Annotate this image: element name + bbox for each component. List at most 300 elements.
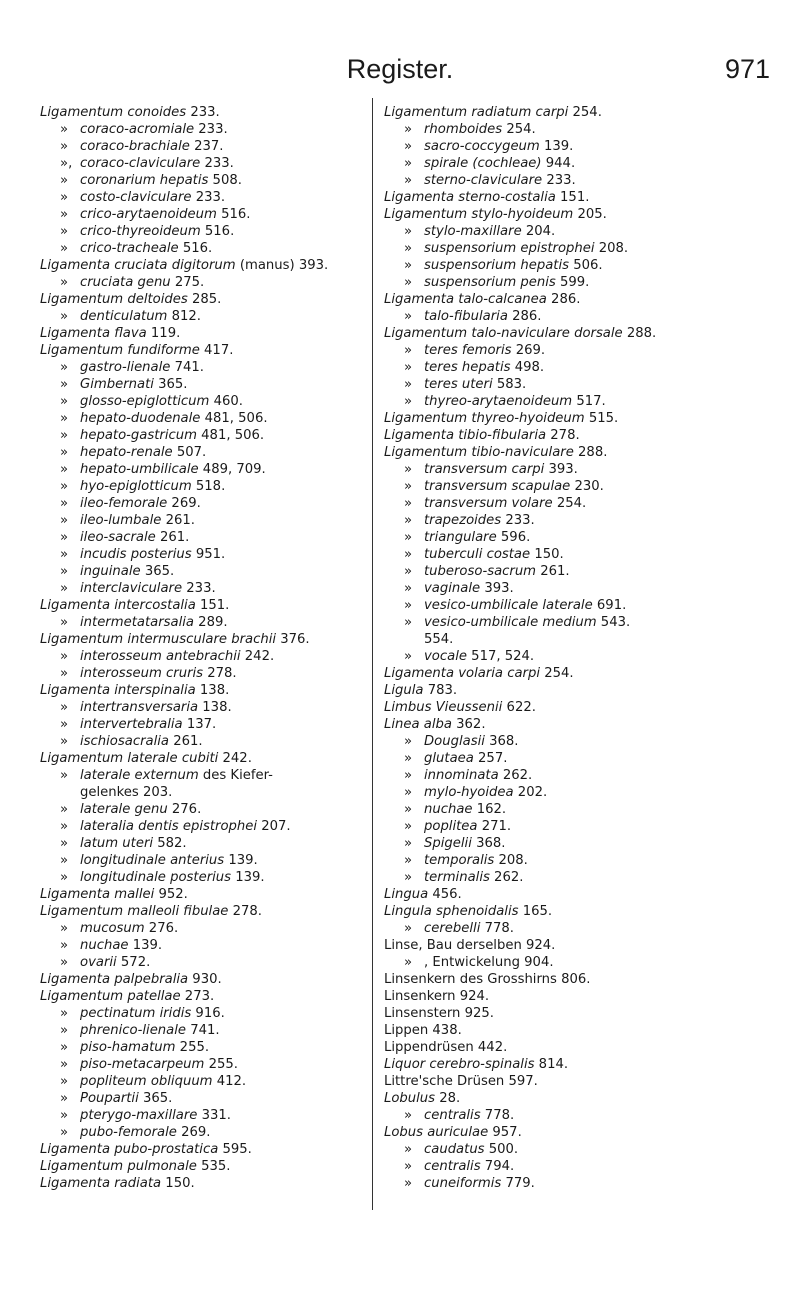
ditto-mark: » bbox=[60, 938, 69, 953]
entry-term: thyreo-arytaenoideum bbox=[424, 394, 573, 409]
entry-term: triangulare bbox=[424, 530, 497, 545]
index-entry bbox=[40, 614, 370, 631]
entry-pages: 535. bbox=[196, 1159, 231, 1174]
index-entry bbox=[40, 852, 370, 869]
entry-pages: 516. bbox=[216, 207, 251, 222]
entry-pages: 255. bbox=[204, 1057, 238, 1072]
ditto-mark: » bbox=[60, 547, 69, 562]
column-divider bbox=[372, 98, 373, 1210]
entry-term: centralis bbox=[424, 1159, 481, 1174]
index-entry bbox=[40, 682, 370, 699]
index-entry bbox=[40, 257, 370, 274]
entry-term: mucosum bbox=[80, 921, 145, 936]
ditto-mark: » bbox=[60, 462, 69, 477]
entry-pages: 916. bbox=[191, 1006, 225, 1021]
index-entry bbox=[40, 580, 370, 597]
index-entry bbox=[40, 903, 370, 920]
ditto-mark: » bbox=[60, 513, 69, 528]
entry-pages: 254. bbox=[502, 122, 536, 137]
entry-pages: 150. bbox=[530, 547, 564, 562]
entry-term: Ligamentum deltoides bbox=[40, 292, 188, 307]
entry-term: sacro-coccygeum bbox=[424, 139, 540, 154]
entry-pages: 208. bbox=[494, 853, 528, 868]
entry-term: transversum volare bbox=[424, 496, 553, 511]
ditto-mark: » bbox=[404, 530, 413, 545]
entry-term: Ligamentum pulmonale bbox=[40, 1159, 197, 1174]
ditto-mark: » bbox=[60, 224, 69, 239]
ditto-mark: » bbox=[60, 309, 69, 324]
entry-pages: 269. bbox=[167, 496, 201, 511]
entry-pages: 262. bbox=[498, 768, 533, 783]
index-entry bbox=[40, 291, 370, 308]
entry-term: Limbus Vieussenii bbox=[384, 700, 503, 715]
entry-term: ileo-femorale bbox=[80, 496, 168, 511]
entry-pages: 273. bbox=[180, 989, 215, 1004]
entry-pages: 233. bbox=[186, 105, 220, 120]
entry-term: hepato-umbilicale bbox=[80, 462, 199, 477]
ditto-mark: » bbox=[404, 156, 413, 171]
entry-pages: 778. bbox=[480, 921, 514, 936]
index-entry bbox=[384, 291, 774, 308]
entry-term: Liquor cerebro-spinalis bbox=[384, 1057, 535, 1072]
entry-term: intertransversaria bbox=[80, 700, 199, 715]
ditto-mark: » bbox=[60, 1108, 69, 1123]
entry-term: intermetatarsalia bbox=[80, 615, 194, 630]
ditto-mark: » bbox=[60, 649, 69, 664]
ditto-mark: » bbox=[404, 870, 413, 885]
entry-pages: 28. bbox=[435, 1091, 461, 1106]
entry-term: Lingua bbox=[384, 887, 429, 902]
entry-pages: Linsenstern 925. bbox=[384, 1006, 494, 1021]
ditto-mark: » bbox=[404, 241, 413, 256]
entry-term: Ligamentum patellae bbox=[40, 989, 181, 1004]
ditto-mark: » bbox=[404, 275, 413, 290]
entry-pages: 139. bbox=[128, 938, 163, 953]
index-entry bbox=[384, 1124, 774, 1141]
index-entry bbox=[384, 138, 774, 155]
ditto-mark: » bbox=[60, 190, 69, 205]
ditto-mark: » bbox=[60, 615, 69, 630]
ditto-mark: » bbox=[404, 921, 413, 936]
entry-term: Ligamentum conoides bbox=[40, 105, 187, 120]
entry-term: sterno-claviculare bbox=[424, 173, 543, 188]
index-entry bbox=[384, 954, 774, 971]
entry-pages: 269. bbox=[511, 343, 546, 358]
index-entry bbox=[384, 410, 774, 427]
index-entry bbox=[384, 325, 774, 342]
entry-term: tuberculi costae bbox=[424, 547, 531, 562]
entry-term: glutaea bbox=[424, 751, 474, 766]
entry-term: temporalis bbox=[424, 853, 495, 868]
ditto-mark: » bbox=[404, 513, 413, 528]
index-entry bbox=[40, 920, 370, 937]
entry-pages: 261. bbox=[169, 734, 203, 749]
entry-pages: 500. bbox=[484, 1142, 519, 1157]
index-entry bbox=[40, 1141, 370, 1158]
entry-term: Ligamentum talo-naviculare dorsale bbox=[384, 326, 623, 341]
entry-term: denticulatum bbox=[80, 309, 168, 324]
entry-pages: 242. bbox=[218, 751, 252, 766]
index-entry bbox=[384, 767, 774, 784]
ditto-mark: » bbox=[404, 581, 413, 596]
index-entry bbox=[384, 1073, 774, 1090]
index-entry bbox=[40, 801, 370, 818]
entry-term: inguinale bbox=[80, 564, 141, 579]
entry-pages: 481, 506. bbox=[200, 411, 268, 426]
entry-term: Gimbernati bbox=[80, 377, 154, 392]
right-column bbox=[384, 104, 774, 1192]
ditto-mark: » bbox=[404, 547, 413, 562]
entry-pages: 286. bbox=[507, 309, 542, 324]
entry-pages: 242. bbox=[240, 649, 275, 664]
ditto-mark: » bbox=[404, 734, 413, 749]
index-entry bbox=[40, 376, 370, 393]
entry-term: Ligamentum malleoli fibulae bbox=[40, 904, 229, 919]
index-entry bbox=[384, 495, 774, 512]
entry-term: coraco-brachiale bbox=[80, 139, 190, 154]
entry-term: intervertebralia bbox=[80, 717, 183, 732]
index-entry bbox=[40, 342, 370, 359]
entry-term: vesico-umbilicale medium bbox=[424, 615, 597, 630]
index-entry bbox=[384, 1022, 774, 1039]
entry-term: Poupartii bbox=[80, 1091, 139, 1106]
entry-pages: 489, 709. bbox=[198, 462, 266, 477]
index-entry bbox=[40, 495, 370, 512]
index-entry bbox=[40, 512, 370, 529]
ditto-mark: » bbox=[60, 445, 69, 460]
entry-term: popliteum obliquum bbox=[80, 1074, 213, 1089]
ditto-mark: » bbox=[404, 394, 413, 409]
entry-term: ischiosacralia bbox=[80, 734, 169, 749]
entry-term: Ligamentum stylo-hyoideum bbox=[384, 207, 574, 222]
index-entry bbox=[40, 716, 370, 733]
entry-term: Lobus auriculae bbox=[384, 1125, 489, 1140]
ditto-mark: » bbox=[404, 955, 413, 970]
index-entry bbox=[384, 529, 774, 546]
entry-pages: 205. bbox=[573, 207, 607, 222]
index-entry bbox=[384, 682, 774, 699]
ditto-mark: » bbox=[60, 139, 69, 154]
index-entry bbox=[40, 784, 370, 801]
index-entry bbox=[384, 240, 774, 257]
entry-term: Ligula bbox=[384, 683, 424, 698]
entry-pages: 237. bbox=[189, 139, 224, 154]
entry-pages: 365. bbox=[153, 377, 188, 392]
index-entry bbox=[384, 563, 774, 580]
index-entry bbox=[384, 257, 774, 274]
index-entry bbox=[384, 172, 774, 189]
entry-pages: Linsenkern des Grosshirns 806. bbox=[384, 972, 591, 987]
ditto-mark: » bbox=[404, 224, 413, 239]
index-entry bbox=[40, 648, 370, 665]
entry-term: vesico-umbilicale laterale bbox=[424, 598, 593, 613]
index-entry bbox=[384, 818, 774, 835]
entry-pages: 393. bbox=[544, 462, 578, 477]
entry-pages: 582. bbox=[153, 836, 187, 851]
entry-pages: 150. bbox=[161, 1176, 195, 1191]
index-entry bbox=[40, 478, 370, 495]
entry-term: Ligamenta mallei bbox=[40, 887, 155, 902]
index-entry bbox=[384, 121, 774, 138]
index-entry bbox=[384, 733, 774, 750]
entry-term: Ligamenta sterno-costalia bbox=[384, 190, 556, 205]
index-entry bbox=[40, 1005, 370, 1022]
entry-pages: 572. bbox=[116, 955, 151, 970]
ditto-mark: » bbox=[60, 530, 69, 545]
ditto-mark: » bbox=[404, 1159, 413, 1174]
entry-pages: 276. bbox=[144, 921, 179, 936]
ditto-mark: » bbox=[404, 802, 413, 817]
entry-pages: 456. bbox=[428, 887, 462, 902]
entry-term: innominata bbox=[424, 768, 499, 783]
entry-pages: 162. bbox=[472, 802, 507, 817]
ditto-mark: » bbox=[60, 734, 69, 749]
index-entry bbox=[40, 1124, 370, 1141]
index-entry bbox=[40, 1073, 370, 1090]
index-entry bbox=[384, 104, 774, 121]
entry-term: caudatus bbox=[424, 1142, 485, 1157]
entry-pages: 288. bbox=[573, 445, 608, 460]
entry-pages: 779. bbox=[501, 1176, 535, 1191]
ditto-mark: » bbox=[404, 139, 413, 154]
entry-term: nuchae bbox=[424, 802, 473, 817]
entry-term: transversum scapulae bbox=[424, 479, 571, 494]
ditto-mark: » bbox=[60, 921, 69, 936]
ditto-mark: » bbox=[404, 479, 413, 494]
entry-pages: 257. bbox=[473, 751, 508, 766]
entry-term: latum uteri bbox=[80, 836, 154, 851]
entry-pages: 417. bbox=[199, 343, 234, 358]
entry-pages: 952. bbox=[154, 887, 188, 902]
entry-term: crico-thyreoideum bbox=[80, 224, 201, 239]
entry-term: gastro-lienale bbox=[80, 360, 171, 375]
entry-pages: 481, 506. bbox=[196, 428, 265, 443]
entry-pages: 517. bbox=[572, 394, 606, 409]
entry-pages: 794. bbox=[480, 1159, 515, 1174]
ditto-mark: » bbox=[404, 1176, 413, 1191]
index-entry bbox=[384, 750, 774, 767]
index-entry bbox=[384, 903, 774, 920]
index-entry bbox=[40, 631, 370, 648]
ditto-mark: » bbox=[404, 1142, 413, 1157]
ditto-mark: » bbox=[404, 1108, 413, 1123]
entry-pages: 741. bbox=[170, 360, 204, 375]
ditto-mark: » bbox=[404, 785, 413, 800]
entry-term: ileo-lumbale bbox=[80, 513, 162, 528]
entry-pages: 289. bbox=[193, 615, 228, 630]
entry-term: Ligamenta talo-calcanea bbox=[384, 292, 547, 307]
index-entry bbox=[384, 614, 774, 631]
entry-term: crico-tracheale bbox=[80, 241, 179, 256]
index-entry bbox=[40, 427, 370, 444]
entry-pages: 957. bbox=[488, 1125, 522, 1140]
ditto-mark: » bbox=[60, 394, 69, 409]
entry-term: mylo-hyoidea bbox=[424, 785, 514, 800]
index-entry bbox=[40, 546, 370, 563]
entry-pages: 151. bbox=[555, 190, 590, 205]
index-entry bbox=[40, 1175, 370, 1192]
entry-term: cruciata genu bbox=[80, 275, 171, 290]
entry-pages: 233. bbox=[501, 513, 535, 528]
entry-pages: 233. bbox=[182, 581, 216, 596]
ditto-mark: » bbox=[60, 819, 69, 834]
entry-pages: 285. bbox=[187, 292, 222, 307]
ditto-mark: » bbox=[404, 343, 413, 358]
entry-term: pubo-femorale bbox=[80, 1125, 177, 1140]
entry-term: centralis bbox=[424, 1108, 481, 1123]
ditto-mark: » bbox=[404, 258, 413, 273]
index-entry bbox=[384, 716, 774, 733]
entry-pages: 204. bbox=[521, 224, 556, 239]
index-entry bbox=[384, 937, 774, 954]
index-entry bbox=[384, 359, 774, 376]
index-entry bbox=[384, 546, 774, 563]
index-entry bbox=[40, 971, 370, 988]
entry-term: interclaviculare bbox=[80, 581, 183, 596]
entry-pages: 362. bbox=[451, 717, 486, 732]
ditto-mark: » bbox=[60, 377, 69, 392]
ditto-mark: » bbox=[60, 411, 69, 426]
entry-term: glosso-epiglotticum bbox=[80, 394, 210, 409]
entry-term: interosseum cruris bbox=[80, 666, 204, 681]
entry-term: coronarium hepatis bbox=[80, 173, 209, 188]
entry-term: teres uteri bbox=[424, 377, 493, 392]
entry-pages: 460. bbox=[209, 394, 243, 409]
ditto-mark: » bbox=[60, 173, 69, 188]
entry-pages: 286. bbox=[546, 292, 581, 307]
index-entry bbox=[384, 1141, 774, 1158]
entry-term: suspensorium hepatis bbox=[424, 258, 569, 273]
index-entry bbox=[384, 1039, 774, 1056]
entry-pages: 230. bbox=[570, 479, 604, 494]
ditto-mark: » bbox=[404, 309, 413, 324]
index-entry bbox=[40, 733, 370, 750]
index-entry bbox=[40, 240, 370, 257]
index-entry bbox=[384, 478, 774, 495]
entry-term: nuchae bbox=[80, 938, 129, 953]
index-entry bbox=[40, 529, 370, 546]
entry-pages: 783. bbox=[423, 683, 458, 698]
index-entry bbox=[384, 988, 774, 1005]
entry-term: Spigelii bbox=[424, 836, 472, 851]
entry-pages: 233. bbox=[542, 173, 576, 188]
ditto-mark: » bbox=[60, 1091, 69, 1106]
entry-pages: 254. bbox=[540, 666, 574, 681]
index-entry bbox=[40, 223, 370, 240]
entry-term: incudis posterius bbox=[80, 547, 192, 562]
index-entry bbox=[384, 801, 774, 818]
ditto-mark: » bbox=[404, 462, 413, 477]
ditto-mark: » bbox=[60, 768, 69, 783]
entry-pages: 498. bbox=[510, 360, 545, 375]
entry-term: stylo-maxillare bbox=[424, 224, 522, 239]
index-entry bbox=[40, 937, 370, 954]
entry-pages: 137. bbox=[182, 717, 217, 732]
ditto-mark: » bbox=[60, 666, 69, 681]
ditto-mark: » bbox=[60, 1006, 69, 1021]
ditto-mark: » bbox=[404, 751, 413, 766]
entry-term: vaginale bbox=[424, 581, 481, 596]
index-entry bbox=[384, 597, 774, 614]
ditto-mark: » bbox=[60, 1125, 69, 1140]
ditto-mark: » bbox=[404, 173, 413, 188]
index-entry bbox=[40, 172, 370, 189]
entry-term: talo-fibularia bbox=[424, 309, 508, 324]
entry-pages: Lippendrüsen 442. bbox=[384, 1040, 508, 1055]
index-entry bbox=[40, 954, 370, 971]
index-entry bbox=[40, 988, 370, 1005]
ditto-mark: » bbox=[60, 870, 69, 885]
index-entry bbox=[40, 1107, 370, 1124]
entry-term: Lingula sphenoidalis bbox=[384, 904, 519, 919]
entry-term: hepato-duodenale bbox=[80, 411, 201, 426]
index-entry bbox=[40, 563, 370, 580]
entry-pages: 741. bbox=[186, 1023, 220, 1038]
entry-pages: 376. bbox=[276, 632, 310, 647]
entry-term: Ligamentum fundiforme bbox=[40, 343, 200, 358]
entry-pages: Linsenkern 924. bbox=[384, 989, 490, 1004]
index-entry bbox=[40, 121, 370, 138]
ditto-mark: » bbox=[404, 360, 413, 375]
index-entry bbox=[40, 325, 370, 342]
index-entry bbox=[40, 274, 370, 291]
entry-pages: 271. bbox=[477, 819, 512, 834]
index-entry bbox=[40, 1039, 370, 1056]
index-entry bbox=[384, 342, 774, 359]
index-entry bbox=[40, 308, 370, 325]
index-entry bbox=[40, 665, 370, 682]
ditto-mark: » bbox=[60, 496, 69, 511]
entry-pages: 368. bbox=[471, 836, 506, 851]
entry-term: Ligamenta cruciata digitorum bbox=[40, 258, 236, 273]
entry-pages: 261. bbox=[161, 513, 195, 528]
index-entry bbox=[40, 206, 370, 223]
entry-pages: 151. bbox=[195, 598, 230, 613]
entry-pages: 233. bbox=[191, 190, 226, 205]
entry-term: hepato-renale bbox=[80, 445, 173, 460]
entry-pages: 275. bbox=[170, 275, 205, 290]
entry-pages: 331. bbox=[197, 1108, 231, 1123]
index-entry bbox=[40, 886, 370, 903]
entry-pages: 393. bbox=[480, 581, 514, 596]
entry-pages: 276. bbox=[167, 802, 202, 817]
index-entry bbox=[384, 427, 774, 444]
entry-pages: 518. bbox=[191, 479, 226, 494]
entry-term: vocale bbox=[424, 649, 467, 664]
entry-pages: 138. bbox=[195, 683, 230, 698]
index-entry bbox=[384, 393, 774, 410]
ditto-mark: » bbox=[404, 496, 413, 511]
index-entry bbox=[384, 1056, 774, 1073]
entry-term: cuneiformis bbox=[424, 1176, 502, 1191]
entry-pages: 365. bbox=[140, 564, 175, 579]
index-entry bbox=[384, 1107, 774, 1124]
entry-term: Ligamenta interspinalia bbox=[40, 683, 196, 698]
entry-pages: gelenkes 203. bbox=[80, 785, 173, 800]
entry-pages: Littre'sche Drüsen 597. bbox=[384, 1074, 538, 1089]
ditto-mark: » bbox=[404, 649, 413, 664]
index-entry bbox=[384, 852, 774, 869]
entry-term: Ligamenta volaria carpi bbox=[384, 666, 540, 681]
entry-term: phrenico-lienale bbox=[80, 1023, 187, 1038]
entry-pages: 261. bbox=[536, 564, 570, 579]
index-entry bbox=[384, 1175, 774, 1192]
index-entry bbox=[40, 461, 370, 478]
entry-pages: 506. bbox=[569, 258, 603, 273]
entry-pages: des Kiefer- bbox=[198, 768, 273, 783]
entry-pages: 365. bbox=[138, 1091, 173, 1106]
index-entry bbox=[384, 223, 774, 240]
